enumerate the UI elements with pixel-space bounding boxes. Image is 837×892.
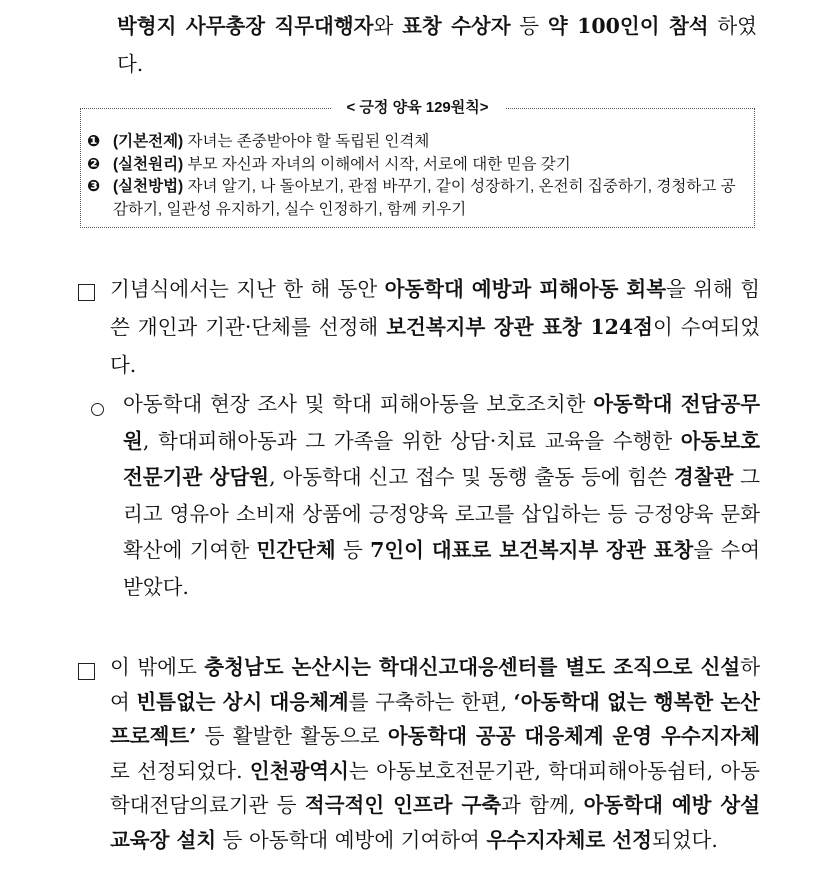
intro-acting-secretary: 박형지 사무총장 직무대행자 <box>117 14 374 38</box>
principle-item-basic: ❶ (기본전제) 자녀는 존중받아야 할 독립된 인격체 <box>87 131 748 154</box>
principles-box <box>80 99 755 228</box>
section2-paragraph: 이 밖에도 충청남도 논산시는 학대신고대응센터를 별도 조직으로 신설하여 빈틈없는 상시 대응체계를 구축하는 한편, ‘아동학대 없는 행복한 논산 프로젝트’ 등 활발한 활동으로 아동학대 공공 대응체계 운영 우수지자체로 선정되었다. 인천광역시는 아동보호전문기관, 학대피해아동쉼터, 아동학대전담의료기관 등 적극적인 인프라 구축과 함께, 아동학대 예방 상설교육장 설치 등 아동학대 예방에 기여하여 우수지자체로 선정되었다. <box>110 655 760 852</box>
section1-checkbox-icon <box>78 284 95 301</box>
section2-checkbox-icon <box>78 663 95 680</box>
principle-item-practice-method: ❸ (실천방법) 자녀 알기, 나 돌아보기, 관점 바꾸기, 같이 성장하기, 온전히 집중하기, 경청하고 공감하기, 일관성 유지하기, 실수 인정하기, 함께 키우기 <box>87 178 736 218</box>
section1-paragraph: 기념식에서는 지난 한 해 동안 아동학대 예방과 피해아동 회복을 위해 힘쓴 개인과 기관·단체를 선정해 보건복지부 장관 표창 124점이 수여되었다. <box>110 277 761 377</box>
sub1-bullet-icon <box>91 403 104 416</box>
intro-paragraph: 박형지 사무총장 직무대행자와 표창 수상자 등 약 100인이 참석 하였다. <box>117 14 757 76</box>
principles-box-title: < 긍정 양육 129원칙> <box>331 98 505 118</box>
number-1-icon: ❶ <box>87 133 101 150</box>
number-3-icon: ❸ <box>87 178 101 195</box>
intro-awardees: 표창 수상자 <box>402 14 511 38</box>
principles-list <box>87 131 748 221</box>
intro-attendance: 약 100인이 참석 <box>547 14 709 38</box>
principle-item-practice-principle: ❷ (실천원리) 부모 자신과 자녀의 이해에서 시작, 서로에 대한 믿음 갖기 <box>87 154 748 177</box>
sub1-paragraph: 아동학대 현장 조사 및 학대 피해아동을 보호조치한 아동학대 전담공무원, 학대피해아동과 그 가족을 위한 상담·치료 교육을 수행한 아동보호전문기관 상담원, 아동학대 신고 접수 및 동행 출동 등에 힘쓴 경찰관 그리고 영유아 소비재 상품에 긍정양육 로고를 삽입하는 등 긍정양육 문화 확산에 기여한 민간단체 등 7인이 대표로 보건복지부 장관 표창을 수여받았다. <box>123 392 760 599</box>
number-2-icon: ❷ <box>87 155 101 173</box>
